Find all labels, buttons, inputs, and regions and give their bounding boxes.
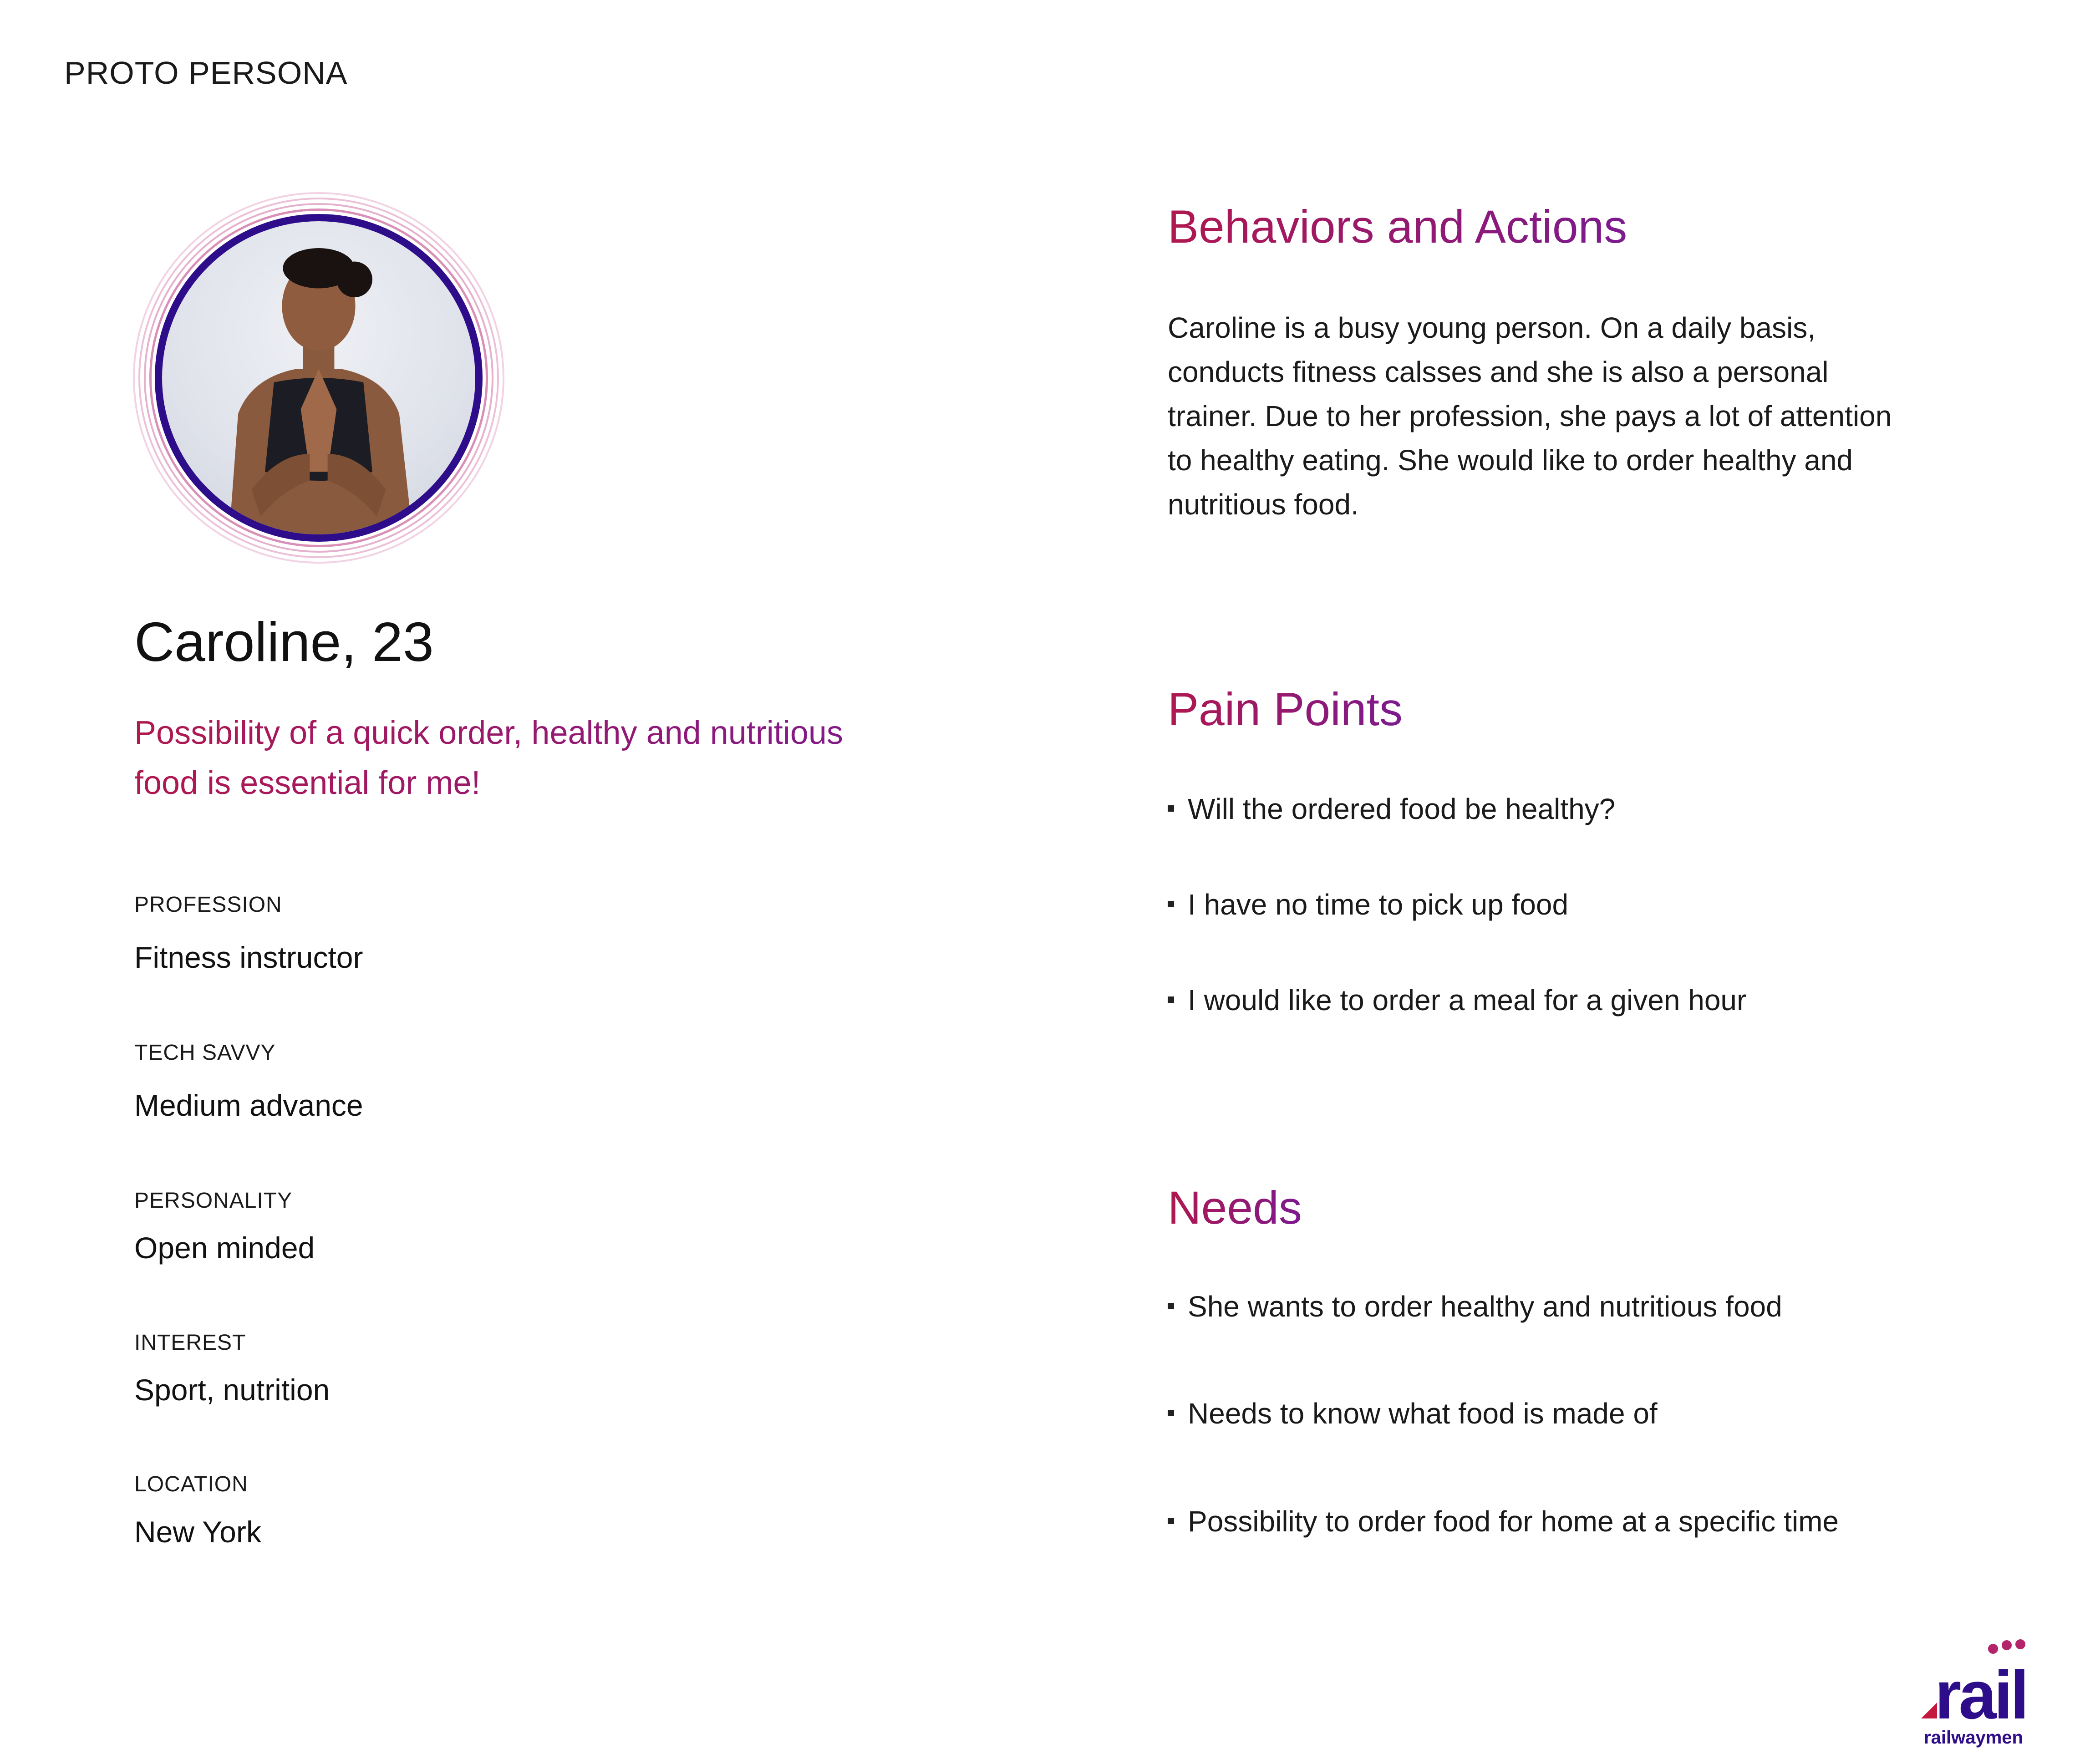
tech-savvy-value: Medium advance [134, 1088, 363, 1122]
rail-logo-icon [1917, 1639, 2030, 1730]
location-value: New York [134, 1515, 261, 1549]
tech-savvy-label: TECH SAVVY [134, 1041, 276, 1065]
behaviors-line: to healthy eating. She would like to order healthy and [1168, 444, 1853, 477]
need-item: Needs to know what food is made of [1168, 1397, 1658, 1430]
railwaymen-logo [1917, 1639, 2030, 1748]
behaviors-title: Behaviors and Actions [1168, 201, 1627, 253]
persona-quote-line: Possibility of a quick order, healthy and nutritious [134, 715, 843, 751]
behaviors-line: trainer. Due to her profession, she pays a lot of attention [1168, 400, 1892, 432]
persona-photo-illustration [162, 221, 475, 534]
behaviors-line: nutritious food. [1168, 488, 1359, 521]
bullet-icon [1168, 805, 1174, 812]
personality-label: PERSONALITY [134, 1189, 293, 1213]
bullet-icon [1168, 1303, 1174, 1309]
interest-label: INTEREST [134, 1331, 246, 1355]
logo-mark: rail [1935, 1657, 2027, 1730]
profession-label: PROFESSION [134, 893, 282, 917]
need-item: Possibility to order food for home at a specific time [1168, 1505, 1839, 1538]
location-label: LOCATION [134, 1472, 248, 1496]
behaviors-text [1168, 306, 1951, 527]
persona-name: Caroline, 23 [134, 611, 434, 673]
behaviors-line: Caroline is a busy young person. On a daily basis, [1168, 311, 1816, 344]
bullet-icon [1168, 1518, 1174, 1524]
pain-point-item: Will the ordered food be healthy? [1168, 792, 1615, 826]
needs-title: Needs [1168, 1182, 1302, 1234]
behaviors-line: conducts fitness calsses and she is also a personal [1168, 356, 1829, 388]
page-label: PROTO PERSONA [64, 55, 348, 91]
profession-value: Fitness instructor [134, 940, 363, 974]
pain-point-item: I would like to order a meal for a given hour [1168, 983, 1746, 1017]
bullet-icon [1168, 901, 1174, 907]
pain-point-item: I have no time to pick up food [1168, 888, 1568, 921]
avatar-photo [155, 214, 483, 542]
interest-value: Sport, nutrition [134, 1373, 330, 1407]
pain-points-title: Pain Points [1168, 683, 1403, 735]
persona-quote [134, 708, 954, 808]
personality-value: Open minded [134, 1231, 315, 1265]
logo-wordmark: railwaymen [1924, 1728, 2023, 1748]
bullet-icon [1168, 1410, 1174, 1416]
need-item: She wants to order healthy and nutritious food [1168, 1290, 1782, 1323]
persona-quote-line: food is essential for me! [134, 765, 481, 801]
bullet-icon [1168, 996, 1174, 1003]
avatar [133, 192, 504, 564]
